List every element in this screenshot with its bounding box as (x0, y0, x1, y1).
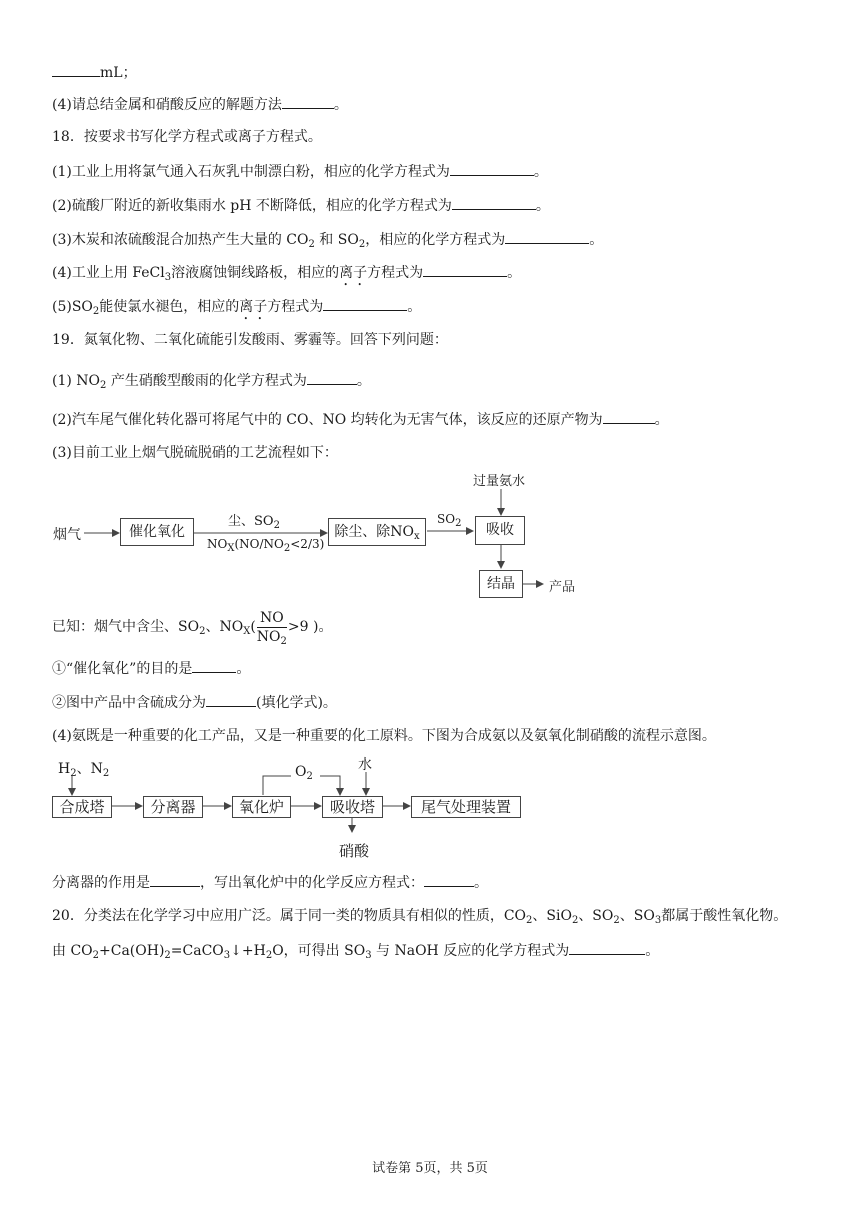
flow2-box-separator: 分离器 (143, 796, 203, 818)
flow2-box-oxidation-furnace: 氧化炉 (232, 796, 291, 818)
flow1-box-absorption: 吸收 (475, 516, 525, 545)
q20-line1: 20．分类法在化学学习中应用广泛。属于同一类的物质具有相似的性质，$CO_2$、SiO$_2$、$SO_2$、$SO_3$都属于酸性氧化物。 (52, 908, 788, 926)
q19-part4: (4)氨既是一种重要的化工产品，又是一种重要的化工原料。下图为合成氨以及氨氧化制硝酸的流程示意图。 (52, 728, 716, 744)
answer-blank[interactable] (206, 692, 256, 707)
flow1-arrow-top-label: 尘、$SO_2$ (228, 514, 280, 531)
flow1-box-catalytic-oxidation: 催化氧化 (120, 518, 194, 546)
flow2-water-label: 水 (358, 757, 372, 773)
flow2-input: $H_2$、$N_2$ (58, 761, 110, 779)
q19-known: 已知：烟气中含尘、$SO_2$、$NO_X$( $\frac{NO}{NO_2}$ >9 )。 (52, 609, 333, 647)
q18-stem: 18．按要求书写化学方程式或离子方程式。 (52, 129, 322, 145)
ratio-fraction: $\frac{NO}{NO_2}$ (256, 609, 287, 647)
q18-part3: (3)木炭和浓硫酸混合加热产生大量的 $CO_2$ 和 $SO_2$，相应的化学方程式为 。 (52, 229, 603, 250)
q19-part4-answer: 分离器的作用是 ，写出氧化炉中的化学反应方程式： 。 (52, 872, 488, 893)
q18-part5: $(5)SO_2$能使氯水褪色，相应的离子方程式为 。 (52, 296, 421, 323)
answer-blank[interactable] (424, 872, 474, 887)
q19-part3-sub2: ②图中产品中含硫成分为 (填化学式)。 (52, 692, 337, 713)
answer-blank[interactable] (192, 658, 236, 673)
q17-part4: (4)请总结金属和硝酸反应的解题方法 。 (52, 94, 348, 115)
page-footer: 试卷第 5页，共 5页 (372, 1161, 488, 1176)
q19-part1: (1) $NO_2$ 产生硝酸型酸雨的化学方程式为 。 (52, 370, 371, 391)
q19-stem: 19．氮氧化物、二氧化硫能引发酸雨、雾霾等。回答下列问题： (52, 332, 448, 348)
flow2-output: 硝酸 (339, 842, 370, 860)
flow1-top-input: 过量氨水 (473, 474, 526, 489)
flow2-box-tail-gas-treatment: 尾气处理装置 (411, 796, 521, 818)
q19-part3-sub1: ①“催化氧化”的目的是 。 (52, 658, 250, 679)
q17-tail-line: mL； (52, 62, 137, 83)
flow1-input: 烟气 (53, 527, 81, 543)
flow1-arrow-bottom-label: $NO_X(NO/NO_2<2/3)$ (207, 537, 325, 554)
q18-part4: (4)工业上用 FeCl$_3$溶液腐蚀铜线路板，相应的离子方程式为 。 (52, 262, 521, 289)
q19-part2: (2)汽车尾气催化转化器可将尾气中的 CO、NO 均转化为无害气体，该反应的还原产物为 。 (52, 409, 669, 430)
answer-blank[interactable] (569, 940, 645, 955)
q18-part2: (2)硫酸厂附近的新收集雨水 pH 不断降低，相应的化学方程式为 。 (52, 195, 550, 216)
flow1-box-dust-removal: 除尘、除$NO_x$ (328, 518, 426, 546)
q20-line2: 由 $CO_2+Ca(OH)_2=CaCO_3↓+H_2O$，可得出 $SO_3$ 与 NaOH 反应的化学方程式为 。 (52, 940, 659, 961)
flow2-box-synthesis-tower: 合成塔 (52, 796, 112, 818)
q19-part3: (3)目前工业上烟气脱硫脱硝的工艺流程如下： (52, 445, 338, 461)
flow1-arrow2-label: $SO_2$ (437, 512, 462, 529)
flow1-output: 产品 (549, 580, 576, 595)
flow2-o2-label: $O_2$ (295, 764, 313, 782)
answer-blank[interactable] (150, 872, 200, 887)
flow2-box-absorption-tower: 吸收塔 (322, 796, 383, 818)
flow1-box-crystallization: 结晶 (479, 570, 523, 598)
q18-part1: (1)工业上用将氯气通入石灰乳中制漂白粉，相应的化学方程式为 。 (52, 161, 548, 182)
